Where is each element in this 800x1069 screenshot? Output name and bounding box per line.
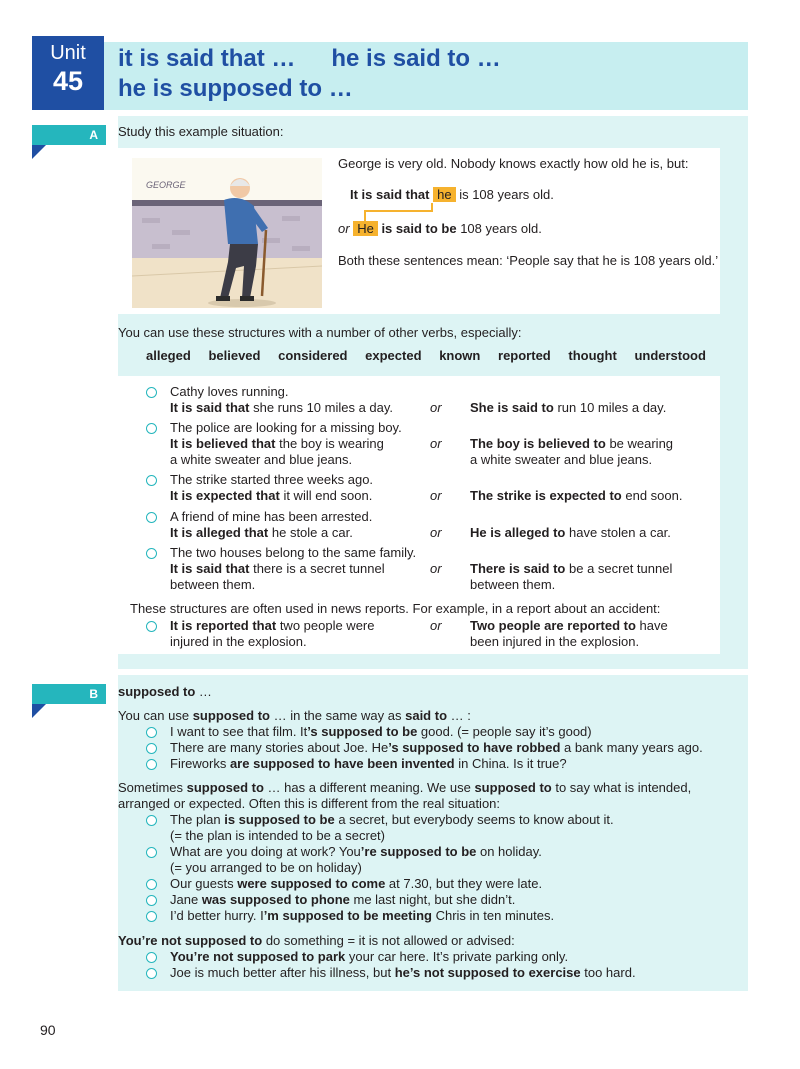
example-right-rest: be wearing	[609, 436, 674, 451]
text: on holiday.	[476, 844, 542, 859]
text: a bank many years ago.	[560, 740, 703, 755]
section-b-heading	[118, 684, 212, 700]
b-example-2	[170, 740, 703, 756]
ex2-bold: is said to be	[381, 221, 457, 236]
text-bold: ’s supposed to have robbed	[388, 740, 561, 755]
text: a secret, but everybody seems to know about it.	[334, 812, 614, 827]
news-intro: These structures are often used in news reports. For example, in a report about an accident:	[130, 601, 661, 616]
verb: alleged	[146, 348, 191, 363]
example-left-rest: it will end soon.	[283, 488, 373, 503]
news-right-rest: have	[639, 618, 668, 633]
text: I’d better hurry. I	[170, 908, 264, 923]
example-or: or	[430, 488, 442, 503]
text-bold: ’re supposed to be	[360, 844, 477, 859]
page-number: 90	[40, 1022, 56, 1038]
news-right-bold: Two people are reported to	[470, 618, 636, 633]
example-left-rest: the boy is wearing	[279, 436, 384, 451]
text: do something = it is not allowed or advised:	[262, 933, 515, 948]
bullet-icon	[146, 387, 157, 398]
example-left-line2: between them.	[170, 577, 256, 592]
example-right	[470, 488, 682, 504]
d-example-2	[170, 965, 636, 981]
b-paragraph-3	[118, 933, 515, 949]
example-right	[470, 561, 672, 577]
heading-rest: …	[198, 684, 212, 699]
example-or: or	[430, 525, 442, 540]
illustration-caption: GEORGE	[146, 180, 186, 190]
c-example-5	[170, 908, 554, 924]
example-sentence-1	[350, 187, 554, 203]
ex2-or: or	[338, 221, 350, 236]
verb: considered	[278, 348, 348, 363]
text: Our guests	[170, 876, 238, 891]
text: Joe is much better after his illness, but	[170, 965, 395, 980]
example-right-bold: He is alleged to	[470, 525, 566, 540]
example-or: or	[430, 400, 442, 415]
b-paragraph-1	[118, 708, 471, 724]
meaning-text: Both these sentences mean: ‘People say that he is 108 years old.’	[338, 253, 719, 268]
example-left-line2: a white sweater and blue jeans.	[170, 452, 353, 467]
text-bold: said to	[405, 708, 448, 723]
text-bold: he’s not supposed to exercise	[394, 965, 581, 980]
bullet-icon	[146, 512, 157, 523]
text: in China. Is it true?	[454, 756, 567, 771]
verb: known	[439, 348, 481, 363]
example-right-bold: She is said to	[470, 400, 554, 415]
bullet-icon	[146, 847, 157, 858]
example-right-bold: The boy is believed to	[470, 436, 606, 451]
bullet-icon	[146, 879, 157, 890]
example-sentence-2	[338, 221, 542, 237]
ex1-bold: It is said that	[350, 187, 430, 202]
text: You can use	[118, 708, 193, 723]
ex2-rest: 108 years old.	[460, 221, 542, 236]
b-example-3	[170, 756, 567, 772]
example-left-bold: It is said that	[170, 400, 250, 415]
verbs-intro: You can use these structures with a number of other verbs, especially:	[118, 325, 522, 340]
example-left-rest: he stole a car.	[271, 525, 353, 540]
example-left	[170, 436, 384, 452]
bullet-icon	[146, 423, 157, 434]
text: What are you doing at work? You	[170, 844, 361, 859]
verbs-list	[146, 348, 706, 363]
c-example-1	[170, 812, 614, 828]
c-example-4	[170, 892, 515, 908]
news-left	[170, 618, 374, 634]
title-part-2: he is said to …	[331, 45, 501, 72]
news-left-rest: two people were	[279, 618, 375, 633]
d-example-1	[170, 949, 568, 965]
example-right-bold: The strike is expected to	[470, 488, 622, 503]
text-bold: is supposed to be	[224, 812, 335, 827]
text: … :	[447, 708, 471, 723]
text-bold: You’re not supposed to park	[170, 949, 346, 964]
bullet-icon	[146, 815, 157, 826]
bullet-icon	[146, 759, 157, 770]
b-example-1	[170, 724, 592, 740]
text: … has a different meaning. We use	[263, 780, 475, 795]
text: good. (= people say it’s good)	[417, 724, 592, 739]
text: Chris in ten minutes.	[431, 908, 555, 923]
text: Fireworks	[170, 756, 230, 771]
c-example-2	[170, 844, 542, 860]
section-b-tab: B	[32, 684, 106, 704]
text: to say what is intended,	[551, 780, 692, 795]
example-context: Cathy loves running.	[170, 384, 289, 399]
text: too hard.	[580, 965, 636, 980]
bullet-icon	[146, 743, 157, 754]
section-b-tab-notch	[32, 704, 46, 718]
example-or: or	[430, 436, 442, 451]
example-right	[470, 525, 671, 541]
text: your car here. It’s private parking only.	[345, 949, 569, 964]
verb: expected	[365, 348, 422, 363]
example-context: A friend of mine has been arrested.	[170, 509, 373, 524]
heading-bold: supposed to	[118, 684, 196, 699]
b-paragraph-2-line2: arranged or expected. Often this is different from the real situation:	[118, 796, 501, 811]
bullet-icon	[146, 727, 157, 738]
news-right-line2: been injured in the explosion.	[470, 634, 640, 649]
example-right-rest: end soon.	[625, 488, 683, 503]
text-bold: supposed to	[186, 780, 264, 795]
example-left	[170, 400, 393, 416]
example-left-rest: there is a secret tunnel	[253, 561, 385, 576]
text-bold: were supposed to come	[237, 876, 386, 891]
bullet-icon	[146, 621, 157, 632]
example-left-rest: she runs 10 miles a day.	[253, 400, 394, 415]
bullet-icon	[146, 968, 157, 979]
example-left	[170, 488, 372, 504]
bullet-icon	[146, 952, 157, 963]
text: … in the same way as	[269, 708, 406, 723]
example-left-bold: It is believed that	[170, 436, 276, 451]
b-paragraph-2	[118, 780, 691, 796]
bullet-icon	[146, 475, 157, 486]
example-left	[170, 561, 385, 577]
example-right-rest: have stolen a car.	[569, 525, 671, 540]
section-a-intro: Study this example situation:	[118, 124, 284, 139]
situation-text: George is very old. Nobody knows exactly how old he is, but:	[338, 156, 689, 171]
verb: believed	[208, 348, 261, 363]
title-part-3: he is supposed to …	[118, 75, 353, 102]
ex2-highlight: He	[353, 221, 378, 236]
text-bold: are supposed to have been invented	[229, 756, 455, 771]
example-right-line2: between them.	[470, 577, 556, 592]
unit-label: Unit	[50, 42, 86, 64]
example-left-bold: It is expected that	[170, 488, 280, 503]
example-right-line2: a white sweater and blue jeans.	[470, 452, 653, 467]
text-bold: supposed to	[192, 708, 270, 723]
text: There are many stories about Joe. He	[170, 740, 389, 755]
title-part-1: it is said that …	[118, 45, 296, 72]
example-left	[170, 525, 353, 541]
example-or: or	[430, 561, 442, 576]
text: me last night, but she didn’t.	[349, 892, 516, 907]
news-or: or	[430, 618, 442, 633]
text-bold: was supposed to phone	[201, 892, 350, 907]
example-context: The police are looking for a missing boy.	[170, 420, 402, 435]
c-example-1-note: (= the plan is intended to be a secret)	[170, 828, 385, 843]
bullet-icon	[146, 548, 157, 559]
example-right-rest: run 10 miles a day.	[557, 400, 667, 415]
text: Jane	[170, 892, 202, 907]
text: at 7.30, but they were late.	[385, 876, 543, 891]
example-context: The strike started three weeks ago.	[170, 472, 374, 487]
ex1-rest: is 108 years old.	[459, 187, 554, 202]
example-right	[470, 436, 673, 452]
example-left-bold: It is said that	[170, 561, 250, 576]
c-example-3	[170, 876, 542, 892]
example-context: The two houses belong to the same family.	[170, 545, 417, 560]
ex1-highlight: he	[433, 187, 455, 202]
example-right-rest: be a secret tunnel	[569, 561, 673, 576]
unit-badge	[32, 36, 104, 110]
text: I want to see that film. It	[170, 724, 308, 739]
news-left-bold: It is reported that	[170, 618, 277, 633]
page-title	[118, 44, 501, 104]
unit-number: 45	[52, 66, 84, 96]
example-right	[470, 400, 666, 416]
text-bold: ’m supposed to be meeting	[263, 908, 432, 923]
section-a-tab: A	[32, 125, 106, 145]
c-example-2-note: (= you arranged to be on holiday)	[170, 860, 362, 875]
bullet-icon	[146, 895, 157, 906]
example-right-bold: There is said to	[470, 561, 566, 576]
text-bold: supposed to	[474, 780, 552, 795]
text: The plan	[170, 812, 225, 827]
section-a-tab-notch	[32, 145, 46, 159]
text-bold: ’s supposed to be	[307, 724, 418, 739]
news-right	[470, 618, 668, 634]
verb: thought	[568, 348, 617, 363]
text: Sometimes	[118, 780, 187, 795]
verb: understood	[634, 348, 706, 363]
text-bold: You’re not supposed to	[118, 933, 263, 948]
news-left-line2: injured in the explosion.	[170, 634, 307, 649]
bullet-icon	[146, 911, 157, 922]
example-left-bold: It is alleged that	[170, 525, 269, 540]
verb: reported	[498, 348, 551, 363]
